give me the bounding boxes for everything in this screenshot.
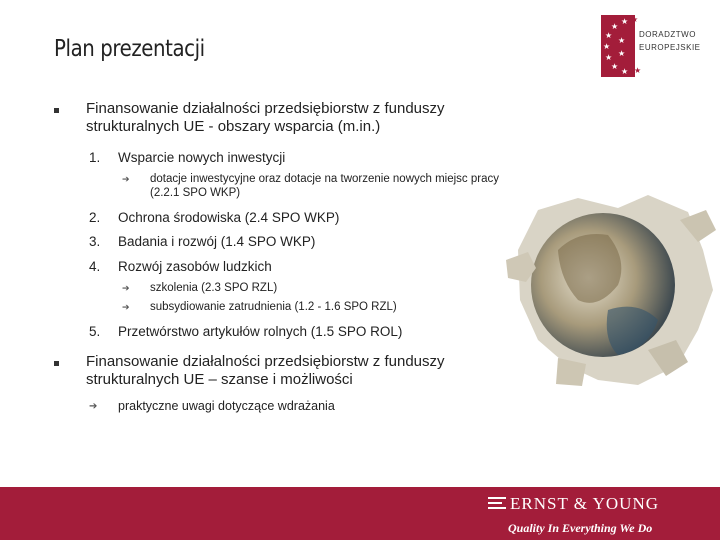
ernst-young-brand: ERNST & YOUNG <box>510 494 660 513</box>
item-label: Rozwój zasobów ludzkich <box>118 259 272 274</box>
star-icon: ★ <box>631 15 639 24</box>
bullet-icon <box>54 108 59 113</box>
star-icon: ★ <box>618 36 626 45</box>
star-icon: ★ <box>634 66 642 75</box>
arrow-bullet-icon: ➔ <box>122 174 130 184</box>
item-label: Przetwórstwo artykułów rolnych (1.5 SPO ROL) <box>118 324 403 339</box>
doradztwo-europejskie-logo <box>601 15 711 77</box>
star-icon: ★ <box>605 31 613 40</box>
puzzle-globe-image <box>498 190 720 390</box>
slide-title: Plan prezentacji <box>54 36 205 62</box>
arrow-bullet-icon: ➔ <box>122 283 130 293</box>
logo-box <box>601 15 635 77</box>
star-icon: ★ <box>618 49 626 58</box>
sub-item-line1: praktyczne uwagi dotyczące wdrażania <box>118 399 335 413</box>
item-label: Ochrona środowiska (2.4 SPO WKP) <box>118 210 340 225</box>
item-number: 4. <box>89 259 101 274</box>
logo-line2: EUROPEJSKIE <box>639 43 701 52</box>
item-number: 1. <box>89 150 101 165</box>
item-number: 3. <box>89 234 101 249</box>
item-label: Wsparcie nowych inwestycji <box>118 150 286 165</box>
item-number: 5. <box>89 324 101 339</box>
section1-line2: strukturalnych UE - obszary wsparcia (m.in.) <box>86 118 381 135</box>
section2-line1: Finansowanie działalności przedsiębiorstw z funduszy <box>86 353 445 370</box>
arrow-bullet-icon: ➔ <box>122 302 130 312</box>
sub-item-line2: (2.2.1 SPO WKP) <box>150 187 241 199</box>
footer-tagline: Quality In Everything We Do <box>508 521 653 535</box>
sub-item-line1: szkolenia (2.3 SPO RZL) <box>150 282 278 294</box>
star-icon: ★ <box>621 67 629 76</box>
star-icon: ★ <box>621 17 629 26</box>
logo-line1: DORADZTWO <box>639 30 696 39</box>
star-icon: ★ <box>603 42 611 51</box>
item-number: 2. <box>89 210 101 225</box>
arrow-bullet-icon: ➔ <box>89 401 98 412</box>
sub-item-line1: subsydiowanie zatrudnienia (1.2 - 1.6 SPO RZL) <box>150 301 397 313</box>
bullet-icon <box>54 361 59 366</box>
ernst-young-logo-icon <box>488 496 508 510</box>
sub-item-line1: dotacje inwestycyjne oraz dotacje na tworzenie nowych miejsc pracy <box>150 173 499 185</box>
page-number: 2 <box>6 472 13 484</box>
star-icon: ★ <box>605 53 613 62</box>
star-icon: ★ <box>611 22 619 31</box>
section2-line2: strukturalnych UE – szanse i możliwości <box>86 371 353 388</box>
item-label: Badania i rozwój (1.4 SPO WKP) <box>118 234 316 249</box>
star-icon: ★ <box>611 62 619 71</box>
section1-line1: Finansowanie działalności przedsiębiorstw z funduszy <box>86 100 445 117</box>
